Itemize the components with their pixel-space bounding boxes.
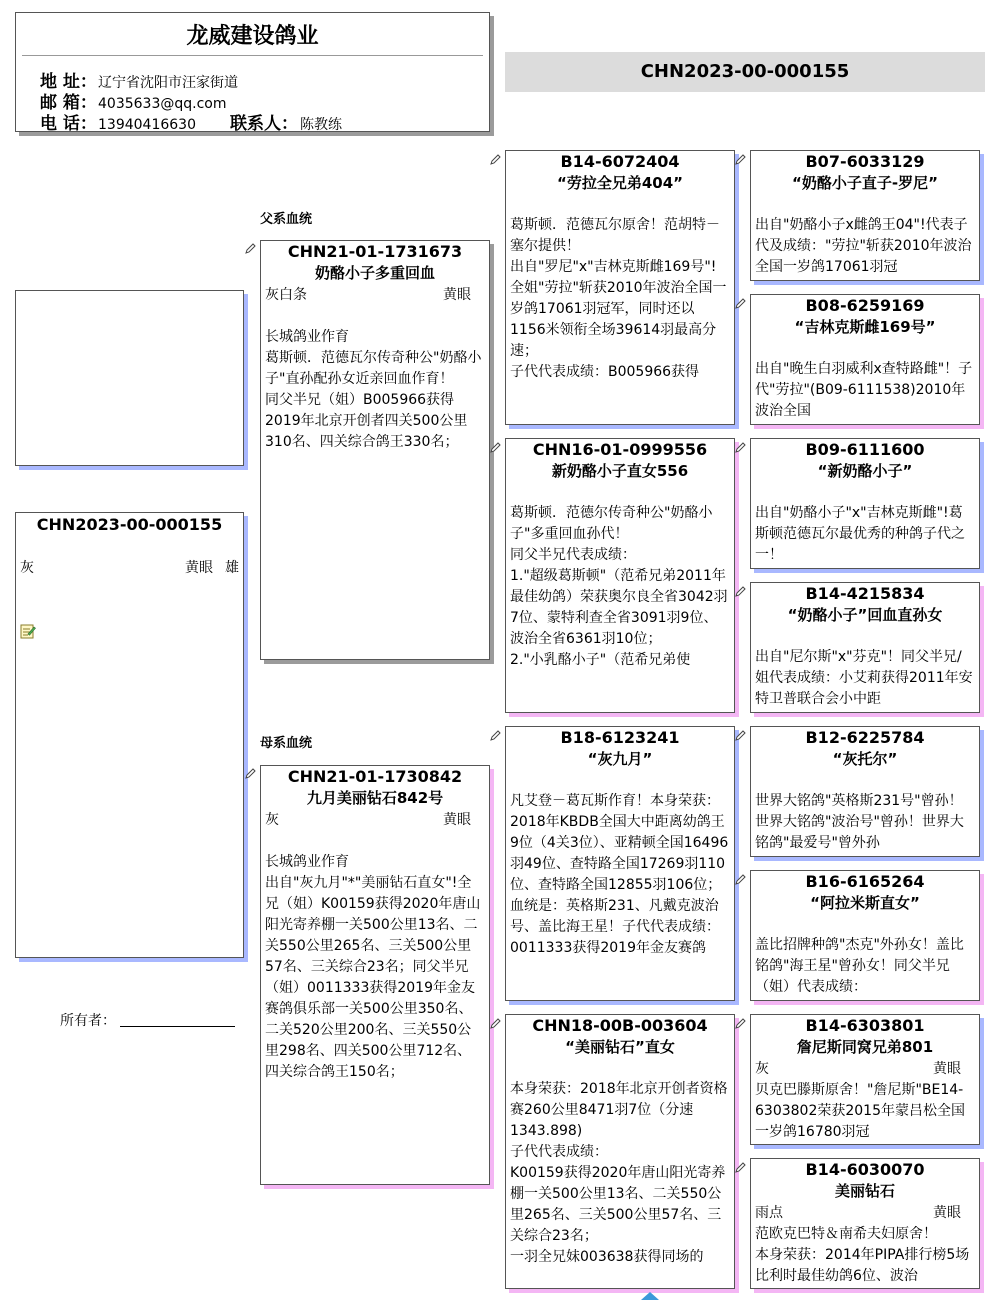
gen3-card[interactable] xyxy=(750,1014,980,1145)
gen2-description: 葛斯顿．范德尔传奇种公"奶酪小子"多重回血孙代！ 同父半兄代表成绩： 1."超级葛斯顿"（范希兄弟2011年最佳幼鸽）荣获奥尔良全省3042羽7位、蒙特利查全省3091羽9位、波治全省6361羽10位； 2."小乳酪小子"（范希兄弟使 xyxy=(510,505,728,668)
gen3-card[interactable] xyxy=(750,870,980,1001)
gen2-name: “劳拉全兄弟404” xyxy=(556,174,684,192)
dam-attributes xyxy=(265,809,485,831)
sire-ring: CHN21-01-1731673 xyxy=(287,242,463,261)
gen3-card[interactable] xyxy=(750,582,980,713)
gen3-name: “阿拉米斯直女” xyxy=(810,894,920,912)
gen3-name: “奶酪小子直子-罗尼” xyxy=(792,174,938,192)
header-divider xyxy=(22,55,483,56)
bird-photo[interactable] xyxy=(15,290,244,466)
gen2-description: 葛斯顿．范德瓦尔原舍！范胡特－塞尔提供！ 出自"罗尼"x"吉林克斯雌169号"! 全姐"劳拉"斩获2010年波治全国一岁鸽17061羽冠军，同时还以1156米领衔全场39614羽最高分速； 子代代表成绩：B005966获得 xyxy=(510,217,727,380)
bird-color: 灰 xyxy=(20,560,34,576)
grandsire-paternal-card[interactable] xyxy=(505,150,735,425)
gen3-ring: B14-6303801 xyxy=(805,1016,925,1035)
gen3-description: 出自"奶酪小子"x"吉林克斯雌"!葛斯顿范德瓦尔最优秀的种鸽子代之一！ xyxy=(755,505,965,563)
pencil-icon[interactable] xyxy=(245,242,257,254)
gen3-ring: B12-6225784 xyxy=(805,728,925,747)
gen2-description: 本身荣获：2018年北京开创者资格赛260公里8471羽7位（分速1343.898) 子代代表成绩： K00159获得2020年唐山阳光寄养棚一关500公里13名、二关550公里265名、三关500公里57名、三关综合23名； 一羽全兄妹003638获得同场的 xyxy=(510,1081,728,1265)
gen3-ring: B09-6111600 xyxy=(805,440,925,459)
gen3-name: “吉林克斯雌169号” xyxy=(794,318,936,336)
gen2-ring: B14-6072404 xyxy=(560,152,680,171)
sire-card[interactable] xyxy=(260,240,490,660)
bird-ring-number: CHN2023-00-000155 xyxy=(36,515,223,534)
sire-eye: 黄眼 xyxy=(443,287,471,303)
gen3-name: “奶酪小子”回血直孙女 xyxy=(787,606,943,624)
dam-card[interactable] xyxy=(260,765,490,1185)
gen3-ring: B08-6259169 xyxy=(805,296,925,315)
address-label: 地 址： xyxy=(40,72,97,92)
subject-bird-card[interactable] xyxy=(15,512,244,958)
gen3-eye: 黄眼 xyxy=(933,1061,961,1077)
dam-ring: CHN21-01-1730842 xyxy=(287,767,463,786)
gen2-ring: CHN16-01-0999556 xyxy=(532,440,708,459)
dam-eye: 黄眼 xyxy=(443,812,471,828)
gen3-card[interactable] xyxy=(750,294,980,425)
note-edit-icon[interactable] xyxy=(20,623,36,639)
gen3-description: 出自"奶酪小子x雌鸽王04"!代表子代及成绩："劳拉"斩获2010年波治全国一岁鸽17061羽冠 xyxy=(755,217,972,275)
pencil-icon[interactable] xyxy=(735,1161,747,1173)
gen3-name: 美丽钻石 xyxy=(834,1182,895,1200)
pencil-icon[interactable] xyxy=(735,729,747,741)
gen3-name: “新奶酪小子” xyxy=(817,462,913,480)
gen2-ring: B18-6123241 xyxy=(560,728,680,747)
gen3-name: 詹尼斯同窝兄弟801 xyxy=(796,1038,934,1056)
phone-label: 电 话： xyxy=(40,114,97,132)
bird-eye: 黄眼 xyxy=(185,560,213,576)
contact-row xyxy=(230,109,342,132)
maternal-label: 母系血统 xyxy=(260,736,313,751)
grandsire-maternal-card[interactable] xyxy=(505,726,735,1001)
gen3-card[interactable] xyxy=(750,726,980,857)
gen3-color: 雨点 xyxy=(755,1205,783,1221)
gen3-card[interactable] xyxy=(750,438,980,569)
gen3-description: 出自"晚生白羽威利x查特路雌"！子代"劳拉"(B09-6111538)2010年波治全国 xyxy=(755,361,973,419)
gen2-name: 新奶酪小子直女556 xyxy=(551,462,689,480)
owner-label: 所有者： xyxy=(60,1013,116,1029)
pencil-icon[interactable] xyxy=(490,729,502,741)
gen3-description: 盖比招牌种鸽"杰克"外孙女！盖比铭鸽"海王星"曾孙女！同父半兄（姐）代表成绩： xyxy=(755,937,964,995)
scroll-up-icon[interactable] xyxy=(641,1292,659,1300)
gen3-name: “灰托尔” xyxy=(832,750,898,768)
granddam-paternal-card[interactable] xyxy=(505,438,735,713)
gen3-color: 灰 xyxy=(755,1061,769,1077)
pencil-icon[interactable] xyxy=(490,153,502,165)
sire-attributes xyxy=(265,284,485,306)
gen3-description: 世界大铭鸽"英格斯231号"曾孙！世界大铭鸽"波治号"曾孙！世界大铭鸽"最爱号"曾外孙 xyxy=(755,793,964,851)
pencil-icon[interactable] xyxy=(735,153,747,165)
pencil-icon[interactable] xyxy=(245,767,257,779)
sire-color: 灰白条 xyxy=(265,287,307,303)
dam-color: 灰 xyxy=(265,812,279,828)
email-label: 邮 箱： xyxy=(40,93,97,113)
pencil-icon[interactable] xyxy=(735,585,747,597)
breeder-header xyxy=(15,12,490,132)
gen3-ring: B14-4215834 xyxy=(805,584,925,603)
gen3-card[interactable] xyxy=(750,1158,980,1289)
pencil-icon[interactable] xyxy=(735,297,747,309)
gen3-ring: B16-6165264 xyxy=(805,872,925,891)
gen3-card[interactable] xyxy=(750,150,980,281)
phone-row xyxy=(40,109,196,132)
gen3-attributes xyxy=(755,1058,975,1080)
owner-field xyxy=(60,1010,235,1030)
gen3-description: 范欧克巴特＆南希夫妇原舍！ 本身荣获：2014年PIPA排行榜5场比利时最佳幼鸽6位、波治 xyxy=(755,1226,970,1284)
address-value: 辽宁省沈阳市汪家街道 xyxy=(98,75,238,91)
bird-sex: 雄 xyxy=(225,560,239,576)
breeder-name: 龙威建设鸽业 xyxy=(186,24,319,49)
pencil-icon[interactable] xyxy=(735,441,747,453)
gen2-ring: CHN18-00B-003604 xyxy=(532,1016,708,1035)
gen3-ring: B14-6030070 xyxy=(805,1160,925,1179)
pencil-icon[interactable] xyxy=(735,873,747,885)
dam-name: 九月美丽钻石842号 xyxy=(306,789,444,807)
pencil-icon[interactable] xyxy=(735,1017,747,1029)
ring-banner: CHN2023-00-000155 xyxy=(505,52,985,92)
contact-value: 陈教练 xyxy=(300,117,342,132)
pencil-icon[interactable] xyxy=(490,441,502,453)
owner-blank xyxy=(120,1026,235,1027)
gen2-description: 凡艾登－葛瓦斯作育！本身荣获：2018年KBDB全国大中距离幼鸽王9位（4关3位）、亚精顿全国16496羽49位、查特路全国17269羽110位、查特路全国12855羽106位；血统是：英格斯231、凡戴克波治号、盖比海王星！子代代表成绩：0011333获得2019年金友赛鸽 xyxy=(510,793,729,956)
pencil-icon[interactable] xyxy=(490,1017,502,1029)
dam-description: 长城鸽业作育 出自"灰九月"*"美丽钻石直女"!全兄（姐）K00159获得2020年唐山阳光寄养棚一关500公里13名、二关550公里265名、三关500公里57名、三关综合23名；同父半兄（姐）0011333获得2019年金友赛鸽俱乐部一关500公里350名、二关520公里200名、三关550公里298名、四关500公里712名、四关综合鸽王150名； xyxy=(265,854,481,1080)
granddam-maternal-card[interactable] xyxy=(505,1014,735,1289)
gen3-ring: B07-6033129 xyxy=(805,152,925,171)
email-value: 4035633@qq.com xyxy=(98,96,227,112)
gen2-name: “灰九月” xyxy=(587,750,653,768)
gen3-description: 出自"尼尔斯"x"芬克"！同父半兄/姐代表成绩：小艾莉获得2011年安特卫普联合会小中距 xyxy=(755,649,973,707)
gen3-eye: 黄眼 xyxy=(933,1205,961,1221)
gen2-name: “美丽钻石”直女 xyxy=(565,1038,675,1056)
sire-description: 长城鸽业作育 葛斯顿．范德瓦尔传奇种公"奶酪小子"直孙配孙女近亲回血作育！ 同父半兄（姐）B005966获得2019年北京开创者四关500公里310名、四关综合鸽王330名； xyxy=(265,329,482,450)
sire-name: 奶酪小子多重回血 xyxy=(314,264,435,282)
paternal-label: 父系血统 xyxy=(260,212,313,227)
phone-value: 13940416630 xyxy=(98,117,196,132)
gen3-description: 贝克巴滕斯原舍！"詹尼斯"BE14-6303802荣获2015年蒙吕松全国一岁鸽16780羽冠 xyxy=(755,1082,965,1140)
gen3-attributes xyxy=(755,1202,975,1224)
contact-label: 联系人： xyxy=(230,114,298,132)
bird-attributes xyxy=(20,557,239,577)
